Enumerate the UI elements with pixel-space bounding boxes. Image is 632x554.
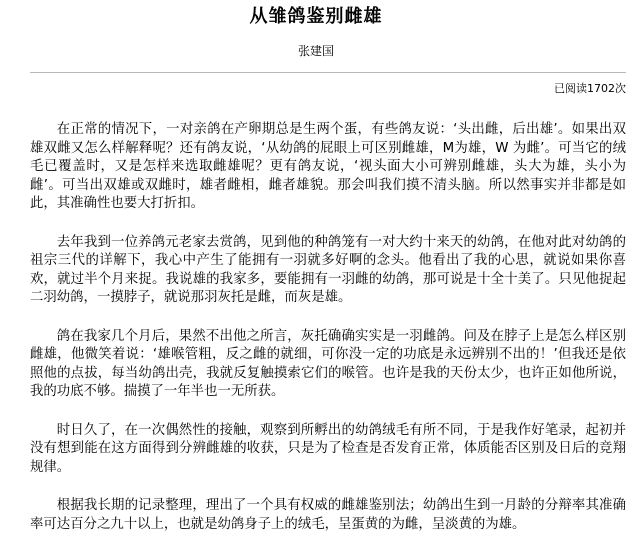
article-body bbox=[30, 121, 626, 554]
paragraph: 去年我到一位养鸽元老家去赏鸽，见到他的种鸽笼有一对大约十来天的幼鸽，在他对此对幼鸽的祖宗三代的详解下，我心中产生了能拥有一羽就多好啊的念头。他看出了我的心思，就说如果你喜欢，就过半个月来捉。我说雄的我家多，要能拥有一羽雌的幼鸽，那可说是十全十美了。只见他捉起二羽幼鸽，一摸脖子，就说那羽灰托是雌，而灰是雄。 bbox=[30, 234, 626, 305]
paragraph: 时日久了，在一次偶然性的接触，观察到所孵出的幼鸽绒毛有所不同，于是我作好笔录，起初并没有想到能在这方面得到分辨雌雄的收获，只是为了检查是否发育正常，体质能否区别及日后的竞翔规律。 bbox=[30, 422, 626, 475]
header-divider bbox=[30, 72, 626, 73]
paragraph: 在正常的情况下，一对亲鸽在产卵期总是生两个蛋，有些鸽友说：‘头出雌，后出雄’。如果出双雄双雌又怎么样解释呢？还有鸽友说，‘从幼鸽的屁眼上可区别雌雄，M为雄，W 为雌’。可当它的绒毛已覆盖时，又是怎样来选取雌雄呢？更有鸽友说，‘视头面大小可辨别雌雄，头大为雄，头小为雌’。可当出双雄或双雌时，雄者雌相，雌者雄貌。那会叫我们摸不清头脑。所以然事实并非都是如此，其准确性也要大打折扣。 bbox=[30, 122, 626, 211]
page-title: 从雏鸽鉴别雌雄 bbox=[249, 6, 383, 27]
read-count: 已阅读1702次 bbox=[554, 82, 626, 95]
paragraph: 根据我长期的记录整理，理出了一个具有权威的雌雄鉴别法；幼鸽出生到一月龄的分辩率其准确率可达百分之九十以上，也就是幼鸽身子上的绒毛，呈蛋黄的为雌，呈淡黄的为雄。 bbox=[30, 498, 626, 532]
paragraph: 鸽在我家几个月后，果然不出他之所言，灰托确确实实是一羽雌鸽。问及在脖子上是怎么样区别雌雄，他微笑着说：‘雄喉管粗，反之雌的就细，可你没一定的功底是永远辨别不出的！’但我还是依照他的点拔，每当幼鸽出壳，我就反复触摸索它们的喉管。也许是我的天份太少，也许正如他所说，我的功底不够。揣摸了一年半也一无所获。 bbox=[30, 328, 626, 399]
author-name: 张建国 bbox=[297, 44, 334, 58]
